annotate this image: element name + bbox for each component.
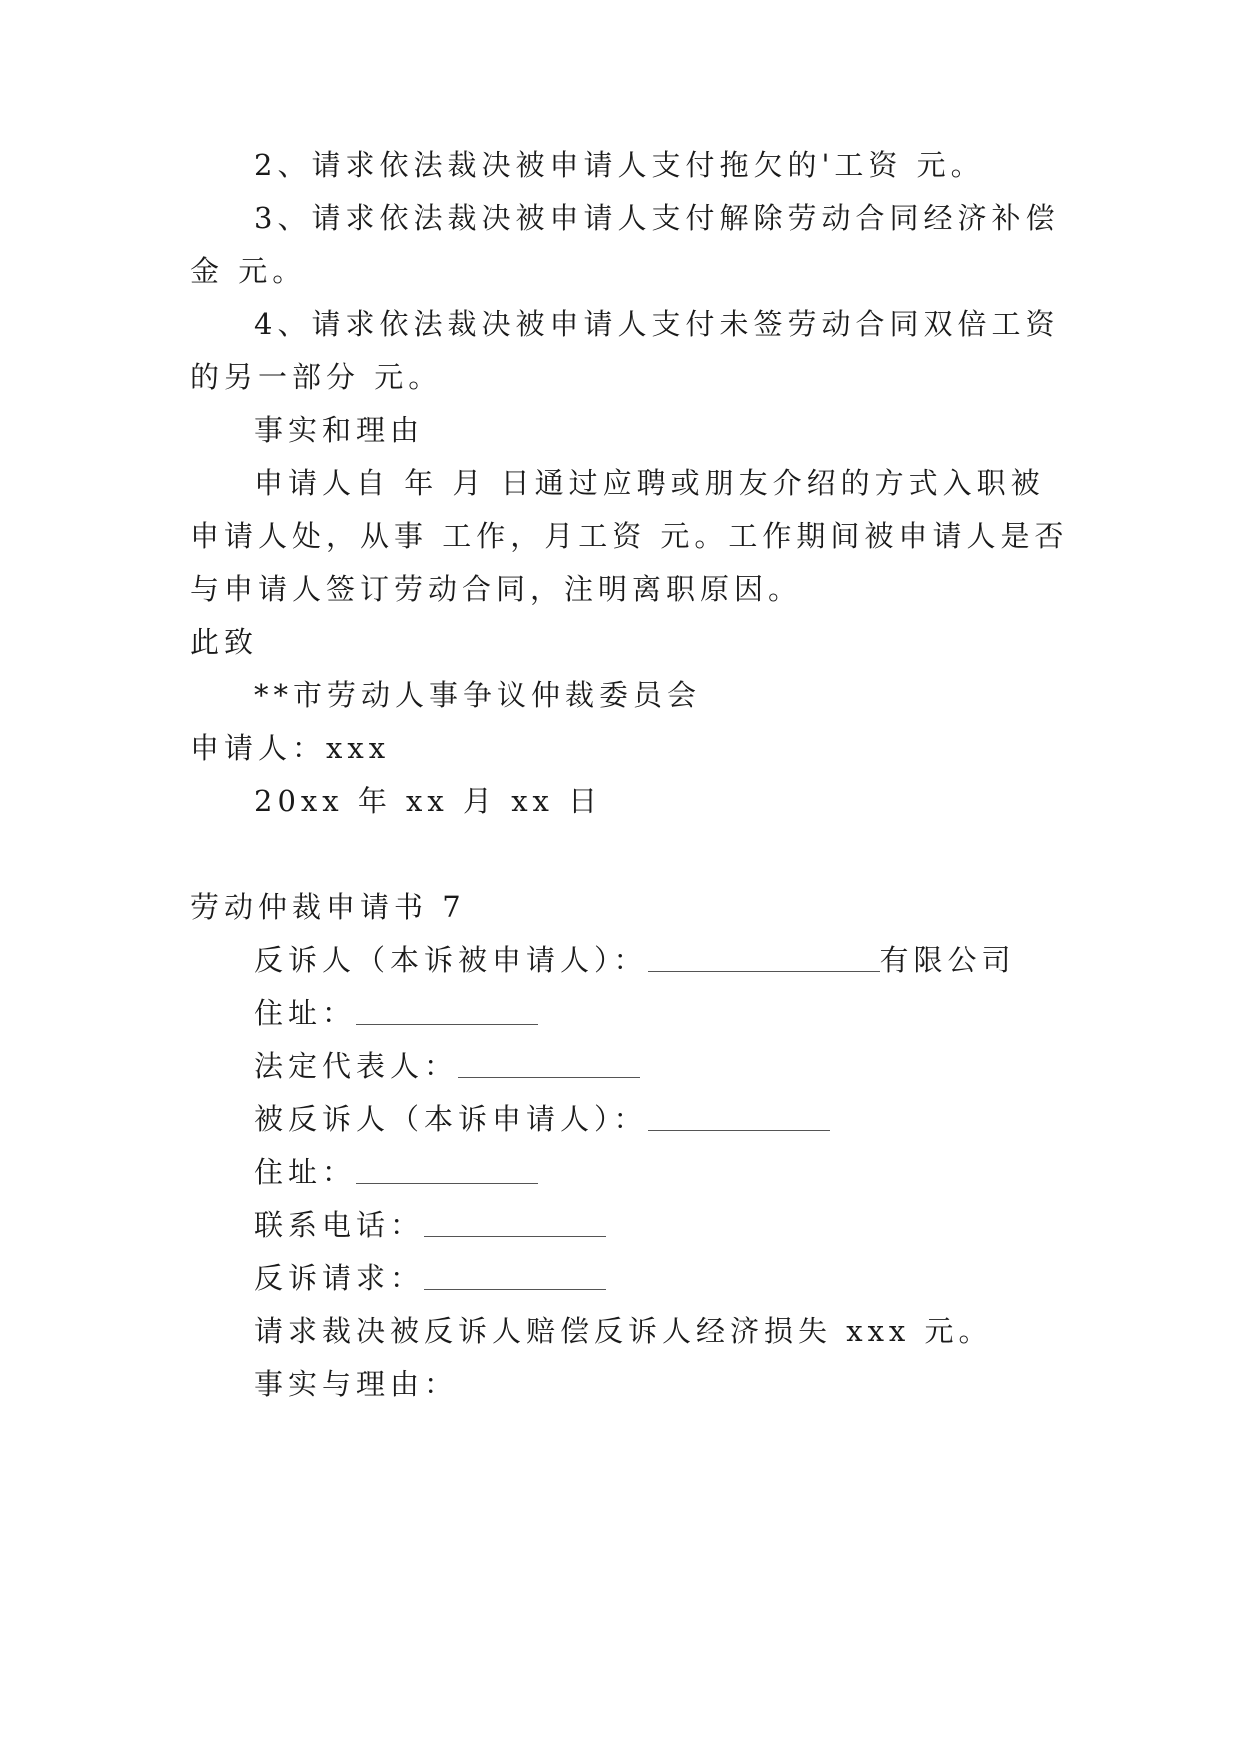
counter-claimant-label: 反诉人（本诉被申请人）：: [254, 943, 648, 977]
phone-label: 联系电话：: [254, 1208, 425, 1242]
address-1-row: [254, 993, 538, 1033]
counter-request-label: 反诉请求：: [254, 1261, 425, 1295]
address-1-label: 住址：: [254, 996, 357, 1030]
counter-defendant-blank: [648, 1106, 830, 1131]
counter-claimant-row: [254, 940, 1016, 980]
counter-request-blank: [424, 1265, 606, 1290]
legal-rep-blank: [458, 1053, 640, 1078]
legal-rep-row: [254, 1046, 640, 1086]
phone-row: [254, 1205, 606, 1245]
date: 20xx 年 xx 月 xx 日: [254, 784, 603, 818]
counter-defendant-row: [254, 1099, 830, 1139]
applicant-signature: 申请人：xxx: [190, 731, 391, 765]
counter-request-row: [254, 1258, 606, 1298]
claim-2: 2、请求依法裁决被申请人支付拖欠的'工资 元。: [254, 148, 985, 182]
legal-rep-label: 法定代表人：: [254, 1049, 459, 1083]
address-2-label: 住址：: [254, 1155, 357, 1189]
facts-line3: 与申请人签订劳动合同，注明离职原因。: [190, 572, 803, 606]
facts-line2: 申请人处，从事 工作，月工资 元。工作期间被申请人是否: [190, 519, 1069, 553]
claim-3-line1: 3、请求依法裁决被申请人支付解除劳动合同经济补偿: [254, 201, 1060, 235]
counter-defendant-label: 被反诉人（本诉申请人）：: [254, 1102, 648, 1136]
claim-4-line1: 4、请求依法裁决被申请人支付未签劳动合同双倍工资: [254, 307, 1060, 341]
facts-heading: 事实和理由: [254, 413, 425, 447]
address-2-row: [254, 1152, 538, 1192]
recipient: **市劳动人事争议仲裁委员会: [254, 678, 702, 712]
request-text: 请求裁决被反诉人赔偿反诉人经济损失 xxx 元。: [254, 1314, 993, 1348]
phone-blank: [424, 1212, 606, 1237]
reasons-label: 事实与理由：: [254, 1367, 459, 1401]
claim-4-line2: 的另一部分 元。: [190, 360, 443, 394]
counter-claimant-suffix: 有限公司: [879, 943, 1016, 977]
address-2-blank: [356, 1159, 538, 1184]
claim-3-line2: 金 元。: [190, 254, 307, 288]
counter-claimant-blank: [648, 947, 880, 972]
facts-line1: 申请人自 年 月 日通过应聘或朋友介绍的方式入职被: [254, 466, 1045, 500]
salutation: 此致: [190, 625, 259, 659]
section-title: 劳动仲裁申请书 7: [190, 890, 466, 924]
address-1-blank: [356, 1000, 538, 1025]
